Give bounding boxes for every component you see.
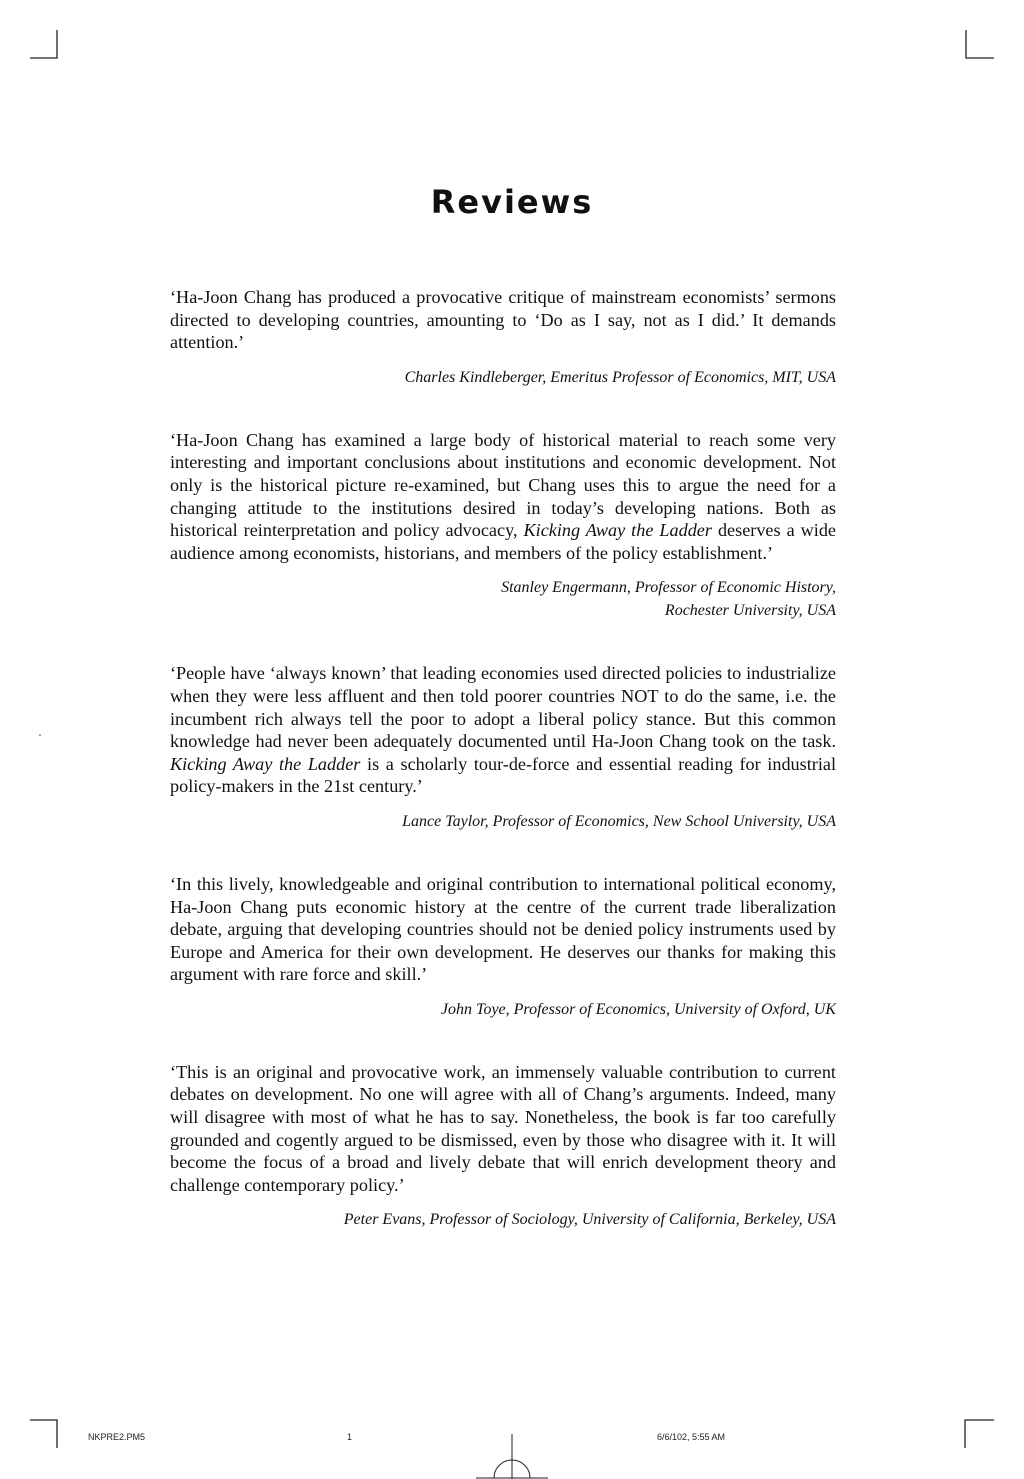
review-quote: ‘Ha-Joon Chang has produced a provocative critique of mainstream economists’ sermons directed to developing countries, amounting to ‘Do as I say, not as I did.’ It demands attention.’ xyxy=(170,287,836,353)
registration-mark-icon xyxy=(472,1434,552,1479)
margin-dot-icon xyxy=(38,733,42,737)
footer-page-number: 1 xyxy=(347,1432,353,1442)
review-item xyxy=(170,286,836,389)
review-attribution: Stanley Engermann, Professor of Economic History, Rochester University, USA xyxy=(501,579,836,620)
review-attribution: Peter Evans, Professor of Sociology, University of California, Berkeley, USA xyxy=(343,1211,836,1229)
review-quote: ‘Ha-Joon Chang has examined a large body of historical material to reach some very interesting and important conclusions about institutions and economic development. Not only is the historical picture re-examined, but Chang uses this to argue the need for a changing attitude to the institutions desired in today’s developing nations. Both as historical reinterpretation and policy advocacy, Kicking Away the Ladder deserves a wide audience among economists, historians, and members of the policy establishment.’ xyxy=(170,429,836,563)
review-attribution: Charles Kindleberger, Emeritus Professor of Economics, MIT, USA xyxy=(404,368,836,386)
footer-file-name: NKPRE2.PM5 xyxy=(88,1432,146,1442)
review-attribution: John Toye, Professor of Economics, University of Oxford, UK xyxy=(440,1000,836,1018)
review-quote: ‘People have ‘always known’ that leading economies used directed policies to industrialize when they were less affluent and then told poorer countries NOT to do the same, i.e. the incumbent rich always tell the poor to adopt a liberal policy stance. But this common knowledge had never been adequately documented until Ha-Joon Chang took on the task. Kicking Away the Ladder is a scholarly tour-de-force and essential reading for industrial policy-makers in the 21st century.’ xyxy=(170,663,836,797)
review-attribution: Lance Taylor, Professor of Economics, New School University, USA xyxy=(402,812,836,830)
footer-timestamp: 6/6/102, 5:55 AM xyxy=(657,1432,726,1442)
crop-mark-bottom-left-icon xyxy=(28,1418,62,1448)
crop-mark-bottom-right-icon xyxy=(962,1418,996,1448)
review-quote: ‘In this lively, knowledgeable and original contribution to international political economy, Ha-Joon Chang puts economic history at the centre of the current trade liberalization debate, arguing that developing countries should not be denied policy instruments used by Europe and America for their own development. He deserves our thanks for making this argument with rare force and skill.’ xyxy=(170,873,836,985)
crop-mark-top-left-icon xyxy=(28,30,62,60)
review-item xyxy=(170,429,836,623)
review-item xyxy=(170,1061,836,1232)
page-title: Reviews xyxy=(430,183,594,221)
book-title: Kicking Away the Ladder xyxy=(523,520,712,541)
book-title: Kicking Away the Ladder xyxy=(170,753,361,774)
review-item xyxy=(170,873,836,1021)
review-item xyxy=(170,662,836,833)
reviews-list xyxy=(170,286,836,1271)
review-quote: ‘This is an original and provocative work, an immensely valuable contribution to current debates on development. No one will agree with all of Chang’s arguments. Indeed, many will disagree with most of what he has to say. Nonetheless, the book is far too carefully grounded and cogently argued to be dismissed, even by those who disagree with it. It will become the focus of a broad and lively debate that will enrich development theory and challenge contemporary policy.’ xyxy=(170,1061,836,1195)
crop-mark-top-right-icon xyxy=(964,30,998,60)
